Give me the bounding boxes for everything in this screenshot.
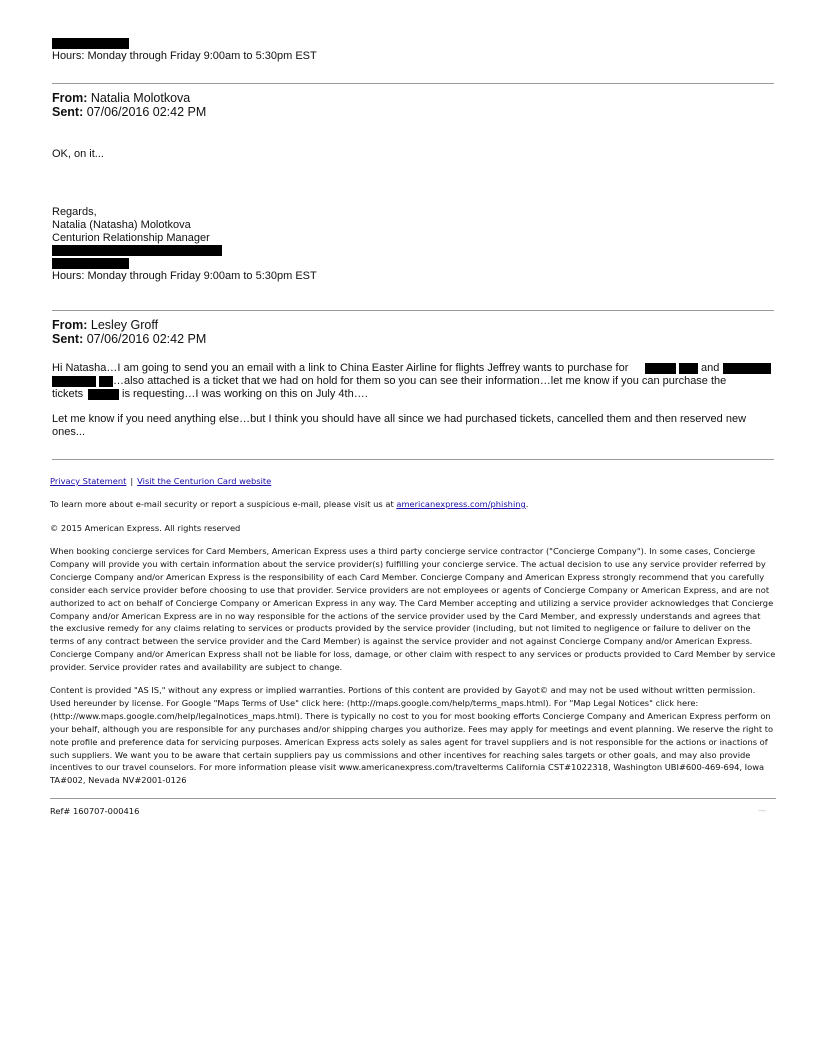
maps-terms-link[interactable]: (http://maps.google.com/help/terms_maps.html) <box>346 697 549 708</box>
sent-label: Sent: <box>52 105 84 119</box>
footer-links <box>50 476 271 486</box>
from-label: From: <box>52 91 88 105</box>
signature-title: Centurion Relationship Manager <box>52 232 210 244</box>
travel-terms-link[interactable]: www.americanexpress.com/travelterms <box>338 762 504 773</box>
legal-text: . For "Map Legal Notices" click here: <box>548 697 699 708</box>
from-value: Lesley Groff <box>90 318 159 332</box>
legal-disclaimer-concierge: When booking concierge services for Card Members, American Express uses a third party concierge service contractor ("Concierge Company"). In some cases, Concierge Company will provide you with certain information about the service provider(s) fulfilling your concierge service. The actual decision to use any service provider referred by Concierge Company and/or American Express is the responsibility of each Card Member. Concierge Company and American Express strongly recommend that you carefully consider each service provider before choosing to use that provider. Service providers are not employees or agents of Concierge Company or American Express, and are not authorized to act on behalf of Concierge Company or American Express in any way. The Card Member accepting and utilizing a service provider acknowledges that Concierge Company and/or American Express are in no way responsible for the actions of the service provider used by the Card Member, and expressly understands and agrees that the exclusive remedy for any claims relating to services or products provided by the service provider (including, but not limited to negligence or failure to deliver on the terms of any contract between the service provider and the Card Member) is against the service provider and not against Concierge Company and/or American Express. Concierge Company and/or American Express shall not be liable for loss, damage, or other claim with respect to any services or products provided to Card Member by service provider. Service provider rates and availability are subject to change. <box>50 546 776 673</box>
legal-disclaimer-content <box>50 684 776 787</box>
security-end: . <box>525 499 529 509</box>
message1-body: OK, on it... <box>52 148 104 160</box>
message1-from <box>52 91 190 105</box>
message2-body-line1 <box>52 362 628 374</box>
copyright: © 2015 American Express. All rights reserved <box>50 523 241 533</box>
body-text: and <box>701 362 720 374</box>
phishing-link[interactable]: americanexpress.com/phishing <box>396 499 526 509</box>
redaction-bar <box>52 376 96 387</box>
link-separator: | <box>130 476 134 486</box>
legal-text: Content is provided "AS IS," without any express or implied warranties. Portions of this content are provided by Gayot© and may not be used without written permission. Used hereunder by license. For Google "Maps Terms of Use" click here: <box>50 685 756 708</box>
divider <box>52 83 774 84</box>
map-legal-notices-link[interactable]: (http://www.maps.google.com/help/legalnotices_maps.html) <box>50 710 300 721</box>
redaction-bar <box>88 389 119 400</box>
redaction-bar <box>52 258 129 269</box>
sent-value: 07/06/2016 02:42 PM <box>86 332 207 346</box>
signature-hours: Hours: Monday through Friday 9:00am to 5:30pm EST <box>52 270 317 282</box>
top-hours: Hours: Monday through Friday 9:00am to 5:30pm EST <box>52 50 317 62</box>
redaction-bar <box>723 363 771 374</box>
reference-number: Ref# 160707-000416 <box>50 806 140 816</box>
signature-regards: Regards, <box>52 206 97 218</box>
sent-label: Sent: <box>52 332 84 346</box>
message2-body-line2: …also attached is a ticket that we had on hold for them so you can see their information…let me know if you can purchase the <box>113 375 727 387</box>
centurion-card-link[interactable]: Visit the Centurion Card website <box>137 476 272 486</box>
legal-text: California CST#1022318, Washington UBI#600-469-694, Iowa TA#002, Nevada NV#2001-0126 <box>50 762 765 786</box>
message2-body-line3b: is requesting…I was working on this on July 4th…. <box>122 388 368 400</box>
body-text: Hi Natasha…I am going to send you an email with a link to China Easter Airline for flights Jeffrey wants to purchase for <box>52 362 629 374</box>
redaction-bar <box>679 363 698 374</box>
divider <box>52 310 774 311</box>
signature-name: Natalia (Natasha) Molotkova <box>52 219 191 231</box>
redaction-bar <box>52 245 222 256</box>
message1-sent <box>52 105 206 119</box>
redaction-bar <box>52 38 129 49</box>
message2-sent <box>52 332 206 346</box>
message2-body-p2-line2: ones... <box>52 426 86 438</box>
redaction-bar <box>99 376 113 387</box>
divider <box>52 459 774 460</box>
from-value: Natalia Molotkova <box>90 91 191 105</box>
security-text: To learn more about e-mail security or report a suspicious e-mail, please visit us at <box>50 499 394 509</box>
privacy-statement-link[interactable]: Privacy Statement <box>50 476 127 486</box>
sent-value: 07/06/2016 02:42 PM <box>86 105 207 119</box>
message2-body-p2-line1: Let me know if you need anything else…but I think you should have all since we had purchased tickets, cancelled them and then reserved new <box>52 413 747 425</box>
message2-body-line3a: tickets <box>52 388 84 400</box>
message2-from <box>52 318 158 332</box>
legal-text: . There is typically no cost to you for most booking efforts Concierge Company and American Express perform on your behalf, although you are responsible for any purchases and/or shipping charges you authorize. Fees may apply for meetings and event planning. We reserve the right to note profile and preference data for servicing purposes. American Express acts solely as sales agent for travel suppliers and is not responsible for the actions or inactions of such suppliers. We want you to be aware that certain suppliers pay us commissions and other incentives for reaching sales targets or other goals, and may also provide incentives to our travel counselors. For more information please visit <box>50 710 774 773</box>
divider <box>50 798 776 799</box>
from-label: From: <box>52 318 88 332</box>
redaction-bar <box>645 363 676 374</box>
security-notice <box>50 499 528 509</box>
reference-mark: — <box>758 805 767 815</box>
